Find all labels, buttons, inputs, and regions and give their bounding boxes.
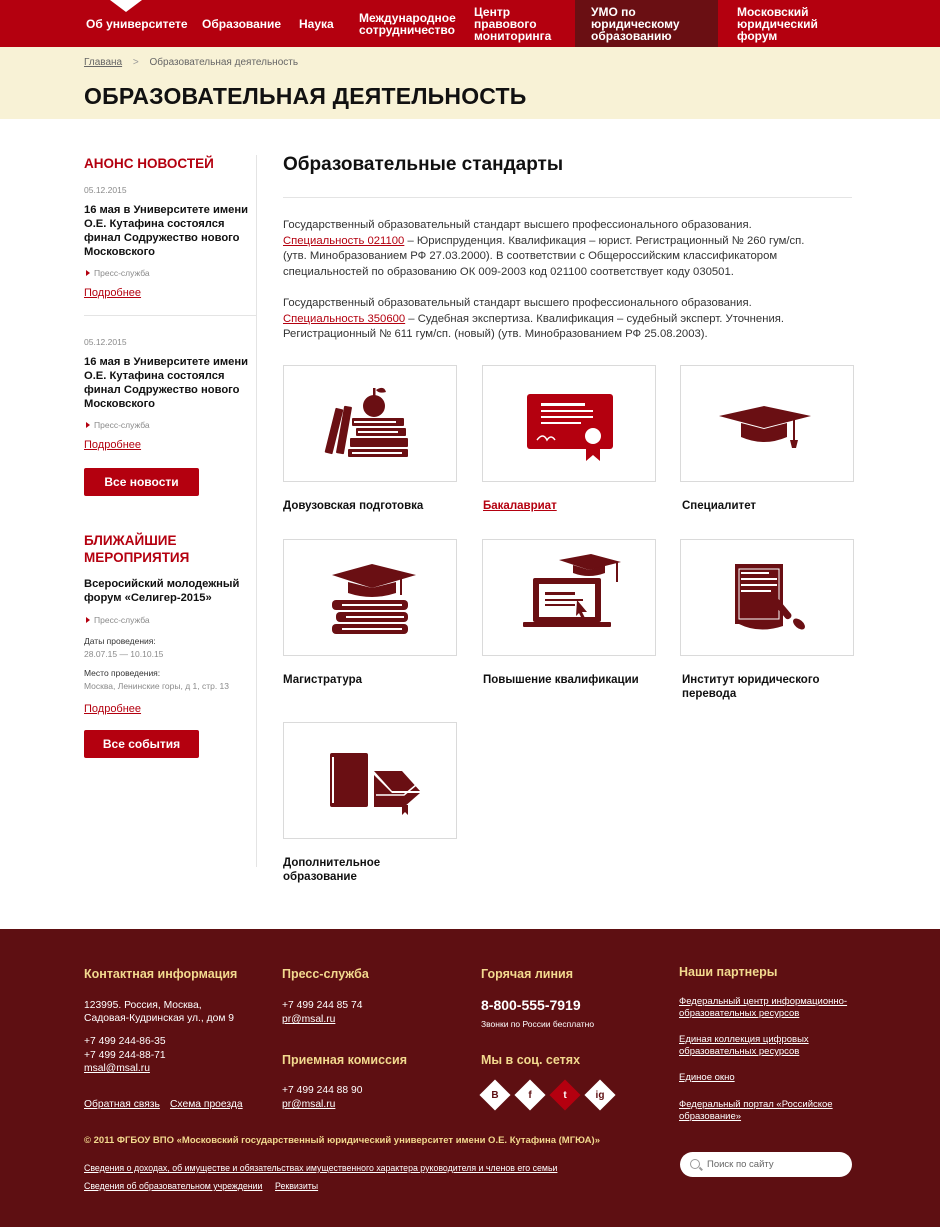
all-news-button[interactable]: Все новости [84,468,199,496]
card-label[interactable]: Институт юридического перевода [682,674,820,700]
hotline-phone: 8-800-555-7919 [481,997,581,1013]
contacts-heading: Контактная информация [84,967,238,981]
all-events-button[interactable]: Все события [84,730,199,758]
standard-text: Государственный образовательный стандарт высшего профессионального образования. [283,219,752,231]
card-label[interactable]: Бакалавриат [483,500,557,512]
press-heading: Пресс-служба [282,967,369,981]
nav-item-about[interactable]: Об университете [86,16,188,31]
card-label[interactable]: Довузовская подготовка [283,500,424,512]
event-more-link[interactable]: Подробнее [84,703,142,715]
laptop-cap-icon [483,540,655,655]
instagram-icon[interactable] [584,1079,615,1110]
partner-link[interactable]: Единая коллекция цифровых образовательных ресурсов [679,1034,809,1057]
section-rule [283,197,852,198]
admission-heading: Приемная комиссия [282,1053,407,1067]
graduation-cap-icon [681,366,853,481]
institution-info-link[interactable]: Сведения об образовательном учреждении [84,1181,263,1191]
standard-text: – Судебная экспертиза. Квалификация – судебный эксперт. Уточнения. [405,312,785,325]
partners-heading: Наши партнеры [679,965,778,979]
card-label[interactable]: Дополнительное образование [283,857,381,883]
nav-item-legal-monitoring[interactable]: Центр правового мониторинга [474,4,552,43]
nav-item-umo[interactable]: УМО по юридическому образованию [575,0,718,47]
event-place: Москва, Ленинские горы, д 1, стр. 13 [84,681,230,691]
event-dates-label: Даты проведения: [84,636,156,646]
contact-phone-2: +7 499 244-88-71 [84,1050,166,1061]
news-item [84,185,256,301]
standard-text: Регистрационный № 611 гум/сп. (новый) (утв. Минобразованием РФ 25.08.2003). [283,328,708,340]
address-line-2: Садовая-Кудринская ул., дом 9 [84,1013,235,1024]
press-email-link[interactable]: pr@msal.ru [282,1014,336,1025]
card-label[interactable]: Магистратура [283,674,363,686]
news-source: Пресс-служба [84,268,256,278]
partner-link[interactable]: Единое окно [679,1072,735,1083]
site-search [680,1152,852,1177]
page-header-band [0,47,940,119]
admission-phone: +7 499 244 88 90 [282,1085,363,1096]
card-additional-education[interactable] [283,722,457,839]
news-date: 05.12.2015 [84,185,127,195]
news-date: 05.12.2015 [84,337,127,347]
news-more-link[interactable]: Подробнее [84,287,142,299]
breadcrumb-home-link[interactable]: Главана [84,57,123,68]
feedback-link[interactable]: Обратная связь [84,1099,160,1110]
facebook-icon[interactable] [514,1079,545,1110]
standard-text: Государственный образовательный стандарт высшего профессионального образования. [283,297,752,309]
event-title[interactable]: Всеросийский молодежный форум «Селигер-2015» [84,578,240,604]
sidebar-divider [256,155,257,867]
copyright: © 2011 ФГБОУ ВПО «Московский государственный юридический университет имени О.Е. Кутафина (МГЮА)» [84,1135,600,1146]
standard-paragraph-2 [283,296,858,343]
event-dates: 28.07.15 — 10.10.15 [84,649,164,659]
card-pre-university[interactable] [283,365,457,482]
hotline-heading: Горячая линия [481,967,573,981]
standard-text: – Юриспруденция. Квалификация – юрист. Регистрационный № 260 гум/сп. [404,234,805,247]
news-divider [84,315,256,316]
nav-item-legal-forum[interactable]: Московский юридический форум [737,4,818,43]
news-more-link[interactable]: Подробнее [84,439,142,451]
card-bachelor[interactable] [482,365,656,482]
specialty-350600-link[interactable]: Специальность 350600 [283,312,406,325]
social-heading: Мы в соц. сетях [481,1053,581,1067]
admission-email-link[interactable]: pr@msal.ru [282,1099,336,1110]
news-heading: АНОНС НОВОСТЕЙ [84,156,214,171]
top-navigation [0,0,940,47]
instagram-icon-glyph: ig [595,1089,605,1101]
card-label[interactable]: Специалитет [682,500,757,512]
news-source: Пресс-служба [84,420,256,430]
facebook-icon-glyph: f [528,1089,532,1101]
card-master[interactable] [283,539,457,656]
twitter-icon[interactable] [549,1079,580,1110]
press-phone: +7 499 244 85 74 [282,1000,363,1011]
sidebar [84,155,256,758]
vk-icon-glyph: В [491,1089,499,1101]
event-place-label: Место проведения: [84,668,161,678]
book-open-icon [284,723,456,838]
specialty-021100-link[interactable]: Специальность 021100 [283,234,405,247]
news-item [84,337,256,453]
section-heading: Образовательные стандарты [283,154,564,175]
requisites-link[interactable]: Реквизиты [275,1181,319,1191]
news-title[interactable]: 16 мая в Университете имени О.Е. Кутафина состоялся финал Содружество нового Московского [84,204,248,258]
breadcrumb-current: Образовательная деятельность [149,57,299,68]
books-apple-icon [284,366,456,481]
document-pen-icon [681,540,853,655]
card-specialist[interactable] [680,365,854,482]
nav-item-education[interactable]: Образование [202,16,282,31]
nav-item-science[interactable]: Наука [299,16,334,31]
partner-link[interactable]: Федеральный портал «Российское образование» [679,1099,833,1122]
event-source: Пресс-служба [84,615,256,625]
nav-item-international[interactable]: Международное сотрудничество [359,10,456,37]
search-input[interactable] [707,1152,847,1177]
contact-phone-1: +7 499 244-86-35 [84,1036,166,1047]
events-heading: БЛИЖАЙШИЕ МЕРОПРИЯТИЯ [84,533,190,565]
standard-text: (утв. Минобразованием РФ 27.03.2000). В соответствии с Общероссийским классификатором специальностей по образованию ОК 009-2003 код 021100 соответствует коду 030501. [283,250,778,278]
breadcrumb-separator: > [132,57,139,68]
card-advanced-training[interactable] [482,539,656,656]
site-footer [0,929,940,1227]
twitter-icon-glyph: t [563,1089,567,1101]
news-title[interactable]: 16 мая в Университете имени О.Е. Кутафина состоялся финал Содружество нового Московского [84,356,248,410]
contact-email-link[interactable]: msal@msal.ru [84,1063,150,1074]
vk-icon[interactable] [479,1079,510,1110]
route-map-link[interactable]: Схема проезда [170,1099,243,1110]
standard-paragraph-1 [283,218,858,280]
page-title: ОБРАЗОВАТЕЛЬНАЯ ДЕЯТЕЛЬНОСТЬ [84,83,527,109]
search-icon[interactable] [690,1159,700,1169]
card-label[interactable]: Повышение квалификации [483,674,639,686]
income-info-link[interactable]: Сведения о доходах, об имуществе и обязательствах имущественного характера руководителя и членов его семьи [84,1163,558,1173]
cap-on-books-icon [284,540,456,655]
breadcrumb [84,57,298,68]
card-translation-institute[interactable] [680,539,854,656]
partner-link[interactable]: Федеральный центр информационно-образовательных ресурсов [679,996,848,1019]
hotline-note: Звонки по России бесплатно [481,1019,595,1029]
diploma-icon [483,366,655,481]
address-line-1: 123995. Россия, Москва, [84,1000,202,1011]
